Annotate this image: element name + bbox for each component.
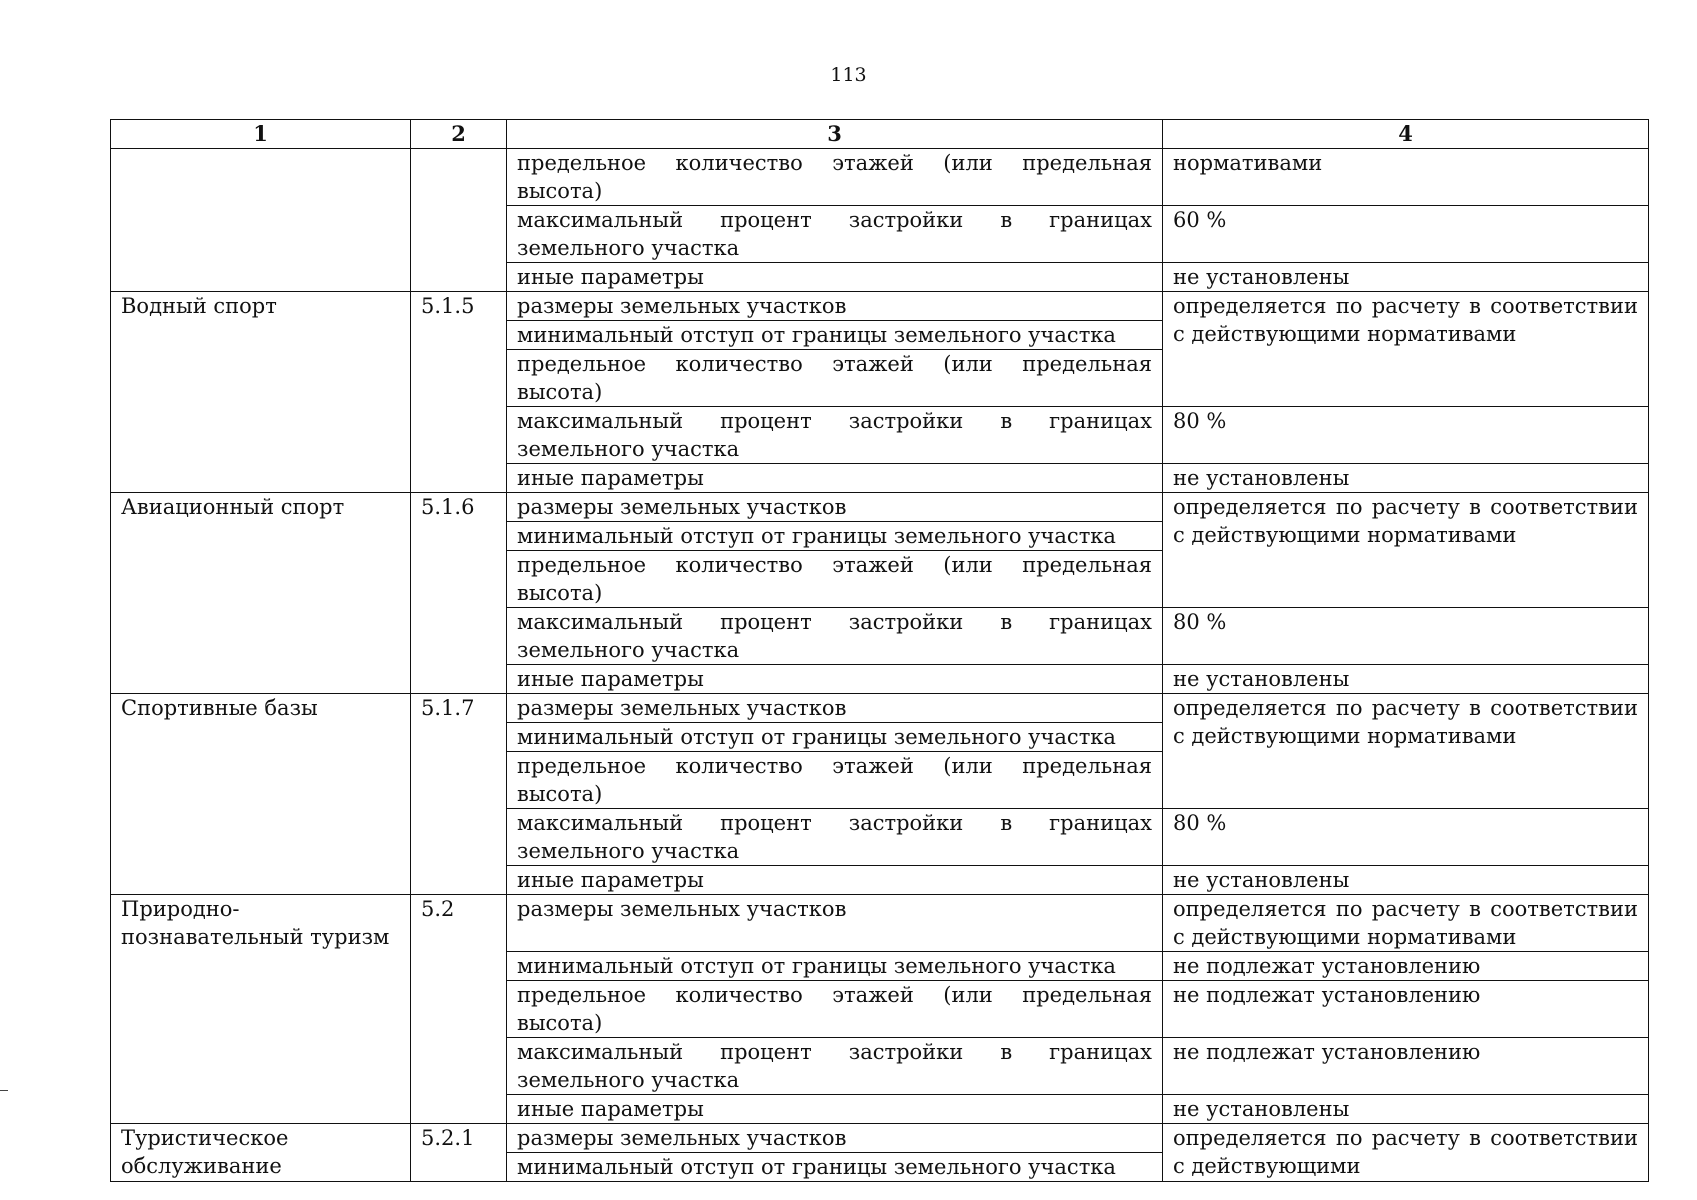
parameter-name: минимальный отступ от границы земельного участка xyxy=(507,321,1163,350)
parameter-name: минимальный отступ от границы земельного участка xyxy=(507,723,1163,752)
parameter-name: предельное количество этажей (или предельная высота) xyxy=(507,551,1163,608)
parameter-name: минимальный отступ от границы земельного участка xyxy=(507,1153,1163,1182)
parameter-value: определяется по расчету в соответствии с действующими xyxy=(1163,1124,1649,1182)
parameter-value: определяется по расчету в соответствии с действующими нормативами xyxy=(1163,694,1649,809)
parameter-value: определяется по расчету в соответствии с действующими нормативами xyxy=(1163,493,1649,608)
parameter-name: размеры земельных участков xyxy=(507,292,1163,321)
column-header-3: 3 xyxy=(507,120,1163,149)
parameter-value: не установлены xyxy=(1163,866,1649,895)
table-row xyxy=(111,292,1649,321)
parameter-name: максимальный процент застройки в границах земельного участка xyxy=(507,206,1163,263)
page-number: 113 xyxy=(830,64,867,86)
parameter-name: иные параметры xyxy=(507,665,1163,694)
table-row xyxy=(111,149,1649,206)
parameter-name: предельное количество этажей (или предельная высота) xyxy=(507,350,1163,407)
parameter-value: не установлены xyxy=(1163,1095,1649,1124)
parameter-value: 80 % xyxy=(1163,407,1649,464)
parameter-name: размеры земельных участков xyxy=(507,493,1163,522)
parameter-name: максимальный процент застройки в границах земельного участка xyxy=(507,608,1163,665)
parameter-name: минимальный отступ от границы земельного участка xyxy=(507,522,1163,551)
parameter-value: 80 % xyxy=(1163,809,1649,866)
land-use-code: 5.1.6 xyxy=(411,493,507,694)
parameter-name: размеры земельных участков xyxy=(507,895,1163,952)
parameter-name: предельное количество этажей (или предельная высота) xyxy=(507,149,1163,206)
parameter-name: максимальный процент застройки в границах земельного участка xyxy=(507,809,1163,866)
parameter-name: иные параметры xyxy=(507,866,1163,895)
parameter-value: не подлежат установлению xyxy=(1163,981,1649,1038)
parameter-value: не установлены xyxy=(1163,464,1649,493)
table-row xyxy=(111,694,1649,723)
parameter-value: не подлежат установлению xyxy=(1163,1038,1649,1095)
parameter-value: 80 % xyxy=(1163,608,1649,665)
parameter-value: не подлежат установлению xyxy=(1163,952,1649,981)
parameter-name: предельное количество этажей (или предельная высота) xyxy=(507,752,1163,809)
table-row xyxy=(111,493,1649,522)
column-header-1: 1 xyxy=(111,120,411,149)
parameter-name: иные параметры xyxy=(507,263,1163,292)
parameter-value: не установлены xyxy=(1163,665,1649,694)
regulations-table xyxy=(110,119,1649,1182)
land-use-name: Водный спорт xyxy=(111,292,411,493)
parameter-value: определяется по расчету в соответствии с действующими нормативами xyxy=(1163,895,1649,952)
land-use-name: Туристическое обслуживание xyxy=(111,1124,411,1182)
parameter-name: иные параметры xyxy=(507,464,1163,493)
column-header-2: 2 xyxy=(411,120,507,149)
land-use-name: Авиационный спорт xyxy=(111,493,411,694)
parameter-value: нормативами xyxy=(1163,149,1649,206)
land-use-name xyxy=(111,149,411,292)
land-use-name: Спортивные базы xyxy=(111,694,411,895)
parameter-value: не установлены xyxy=(1163,263,1649,292)
table-body xyxy=(111,149,1649,1182)
land-use-code: 5.2.1 xyxy=(411,1124,507,1182)
header-row xyxy=(111,120,1649,149)
parameter-name: предельное количество этажей (или предельная высота) xyxy=(507,981,1163,1038)
parameter-value: определяется по расчету в соответствии с действующими нормативами xyxy=(1163,292,1649,407)
parameter-name: размеры земельных участков xyxy=(507,1124,1163,1153)
page-edge-mark xyxy=(0,1090,8,1091)
column-header-4: 4 xyxy=(1163,120,1649,149)
parameter-name: максимальный процент застройки в границах земельного участка xyxy=(507,1038,1163,1095)
table-row xyxy=(111,1124,1649,1153)
parameter-name: минимальный отступ от границы земельного участка xyxy=(507,952,1163,981)
parameter-name: размеры земельных участков xyxy=(507,694,1163,723)
land-use-code xyxy=(411,149,507,292)
table-row xyxy=(111,895,1649,952)
parameter-name: максимальный процент застройки в границах земельного участка xyxy=(507,407,1163,464)
land-use-name: Природно-познавательный туризм xyxy=(111,895,411,1124)
parameter-value: 60 % xyxy=(1163,206,1649,263)
land-use-code: 5.1.7 xyxy=(411,694,507,895)
land-use-code: 5.2 xyxy=(411,895,507,1124)
parameter-name: иные параметры xyxy=(507,1095,1163,1124)
land-use-code: 5.1.5 xyxy=(411,292,507,493)
